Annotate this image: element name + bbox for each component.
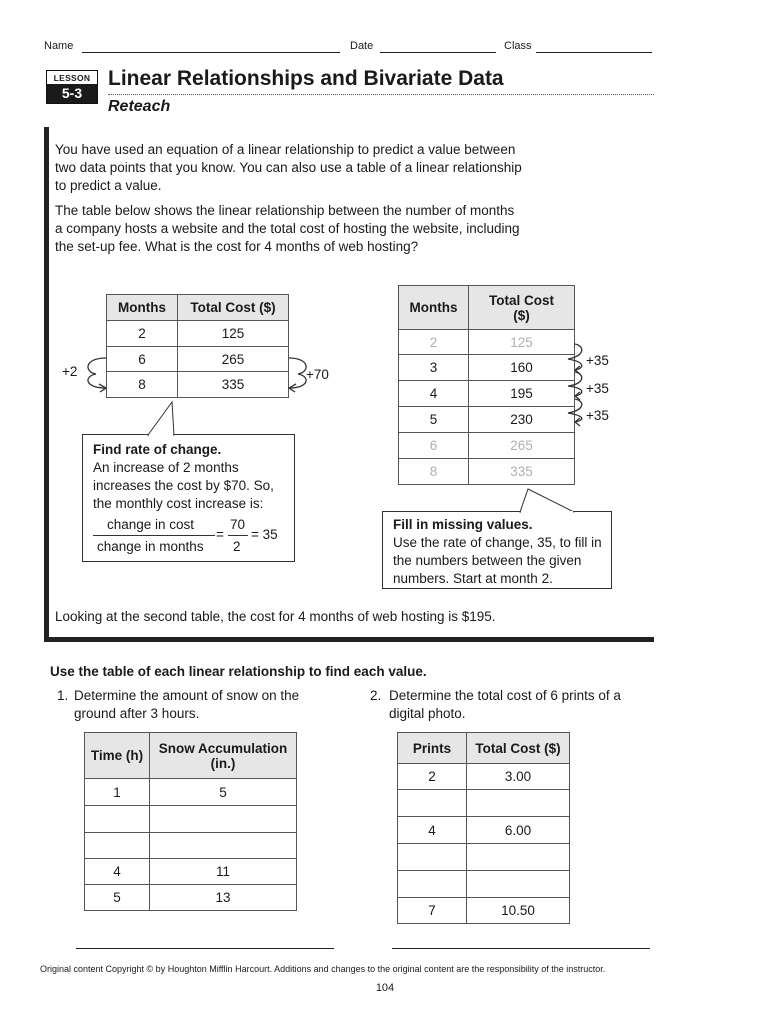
page-title: Linear Relationships and Bivariate Data xyxy=(108,67,504,90)
prints-answer-cell[interactable] xyxy=(398,844,467,871)
q1-number: 1. xyxy=(57,688,69,703)
table1-cell: 6 xyxy=(107,347,178,372)
prints-answer-cell[interactable] xyxy=(398,790,467,817)
name-label: Name xyxy=(44,40,74,52)
callout1-heading: Find rate of change. xyxy=(93,442,222,457)
table2-note-2: +35 xyxy=(586,381,609,396)
table-row[interactable] xyxy=(398,871,570,898)
table1-header-months: Months xyxy=(107,295,178,321)
instructions-heading: Use the table of each linear relationship to find each value. xyxy=(50,664,427,679)
snow-header-accumulation: Snow Accumulation (in.) xyxy=(150,733,297,779)
snow-cell: 11 xyxy=(150,859,297,885)
result-value: = 35 xyxy=(251,527,278,542)
table1-cell: 125 xyxy=(178,321,289,347)
prints-cell: 3.00 xyxy=(467,764,570,790)
snow-header-time: Time (h) xyxy=(85,733,150,779)
prints-header-cost: Total Cost ($) xyxy=(467,733,570,764)
table-row xyxy=(85,859,297,885)
table2-cell: 5 xyxy=(399,407,469,433)
lesson-label: LESSON xyxy=(53,73,91,83)
left-curly-arrow xyxy=(88,358,106,388)
table2-cell: 160 xyxy=(469,355,575,381)
q1-answer-line[interactable] xyxy=(76,948,334,949)
snow-answer-cell[interactable] xyxy=(150,833,297,859)
q2-answer-line[interactable] xyxy=(392,948,650,949)
snow-answer-cell[interactable] xyxy=(150,806,297,833)
snow-cell: 4 xyxy=(85,859,150,885)
prints-answer-cell[interactable] xyxy=(467,790,570,817)
page-number: 104 xyxy=(375,982,395,994)
table2-cell: 4 xyxy=(399,381,469,407)
table-row[interactable] xyxy=(398,844,570,871)
prints-header-prints: Prints xyxy=(398,733,467,764)
table2-cell: 6 xyxy=(399,433,469,459)
table-row[interactable] xyxy=(85,833,297,859)
snow-cell: 1 xyxy=(85,779,150,806)
class-label: Class xyxy=(504,40,532,52)
intro-paragraph-1: You have used an equation of a linear relationship to predict a value between two data points that you know. You can also use a table of a linear relationship to predict a value. xyxy=(55,142,522,193)
table-row xyxy=(398,764,570,790)
table1-header-cost: Total Cost ($) xyxy=(178,295,289,321)
table-row[interactable] xyxy=(85,806,297,833)
snow-answer-cell[interactable] xyxy=(85,806,150,833)
copyright-notice: Original content Copyright © by Houghton Mifflin Harcourt. Additions and changes to the original content are the responsibility of the instructor. xyxy=(40,964,606,974)
equals-sign: = xyxy=(216,527,224,542)
table1-right-note: +70 xyxy=(306,367,329,382)
table1-cell: 265 xyxy=(178,347,289,372)
prints-cell: 6.00 xyxy=(467,817,570,844)
lesson-number: 5-3 xyxy=(47,84,97,103)
prints-answer-cell[interactable] xyxy=(398,871,467,898)
fraction-denominator: change in months xyxy=(97,539,204,554)
date-label: Date xyxy=(350,40,374,52)
table2-cell: 195 xyxy=(469,381,575,407)
table2-note-1: +35 xyxy=(586,353,609,368)
q2-text: Determine the total cost of 6 prints of a digital photo. xyxy=(389,688,621,721)
intro-paragraph-2: The table below shows the linear relationship between the number of months a company hosts a website and the total cost of hosting the website, including the set-up fee. What is the cost for 4 months of web hosting? xyxy=(55,203,520,254)
callout2-heading: Fill in missing values. xyxy=(393,517,533,532)
table-row xyxy=(398,898,570,924)
snow-cell: 5 xyxy=(150,779,297,806)
table-row xyxy=(85,779,297,806)
fraction2-denominator: 2 xyxy=(233,539,241,554)
callout2-text: Use the rate of change, 35, to fill in the numbers between the given numbers. Start at month 2. xyxy=(393,535,602,586)
table2-cell: 3 xyxy=(399,355,469,381)
snow-cell: 13 xyxy=(150,885,297,911)
table1-cell: 335 xyxy=(178,372,289,398)
snow-cell: 5 xyxy=(85,885,150,911)
table2-cell: 2 xyxy=(399,330,469,355)
snow-answer-cell[interactable] xyxy=(85,833,150,859)
prints-cell: 7 xyxy=(398,898,467,924)
table-row xyxy=(398,817,570,844)
snow-table xyxy=(84,732,297,911)
q2-number: 2. xyxy=(370,688,382,703)
table2-cell: 230 xyxy=(469,407,575,433)
prints-cell: 10.50 xyxy=(467,898,570,924)
page-subtitle: Reteach xyxy=(108,98,171,115)
prints-table xyxy=(397,732,570,924)
prints-answer-cell[interactable] xyxy=(467,844,570,871)
prints-answer-cell[interactable] xyxy=(467,871,570,898)
table2-cell: 125 xyxy=(469,330,575,355)
table-row[interactable] xyxy=(398,790,570,817)
conclusion-text: Looking at the second table, the cost for 4 months of web hosting is $195. xyxy=(55,609,496,624)
table2-note-3: +35 xyxy=(586,408,609,423)
table2-header-cost: Total Cost ($) xyxy=(469,286,575,330)
table1-cell: 2 xyxy=(107,321,178,347)
fraction2-numerator: 70 xyxy=(230,517,246,532)
q1-text: Determine the amount of snow on the ground after 3 hours. xyxy=(74,688,300,721)
table-row xyxy=(85,885,297,911)
table1-cell: 8 xyxy=(107,372,178,398)
right-curly-arrow xyxy=(289,358,306,388)
table2-cell: 265 xyxy=(469,433,575,459)
table2-header-months: Months xyxy=(399,286,469,330)
prints-cell: 2 xyxy=(398,764,467,790)
prints-cell: 4 xyxy=(398,817,467,844)
fraction-numerator: change in cost xyxy=(107,517,195,532)
table2-cell: 335 xyxy=(469,459,575,485)
table1-left-note: +2 xyxy=(62,364,78,379)
callout1-text: An increase of 2 months increases the cost by $70. So, the monthly cost increase is: xyxy=(93,460,274,511)
table2-cell: 8 xyxy=(399,459,469,485)
